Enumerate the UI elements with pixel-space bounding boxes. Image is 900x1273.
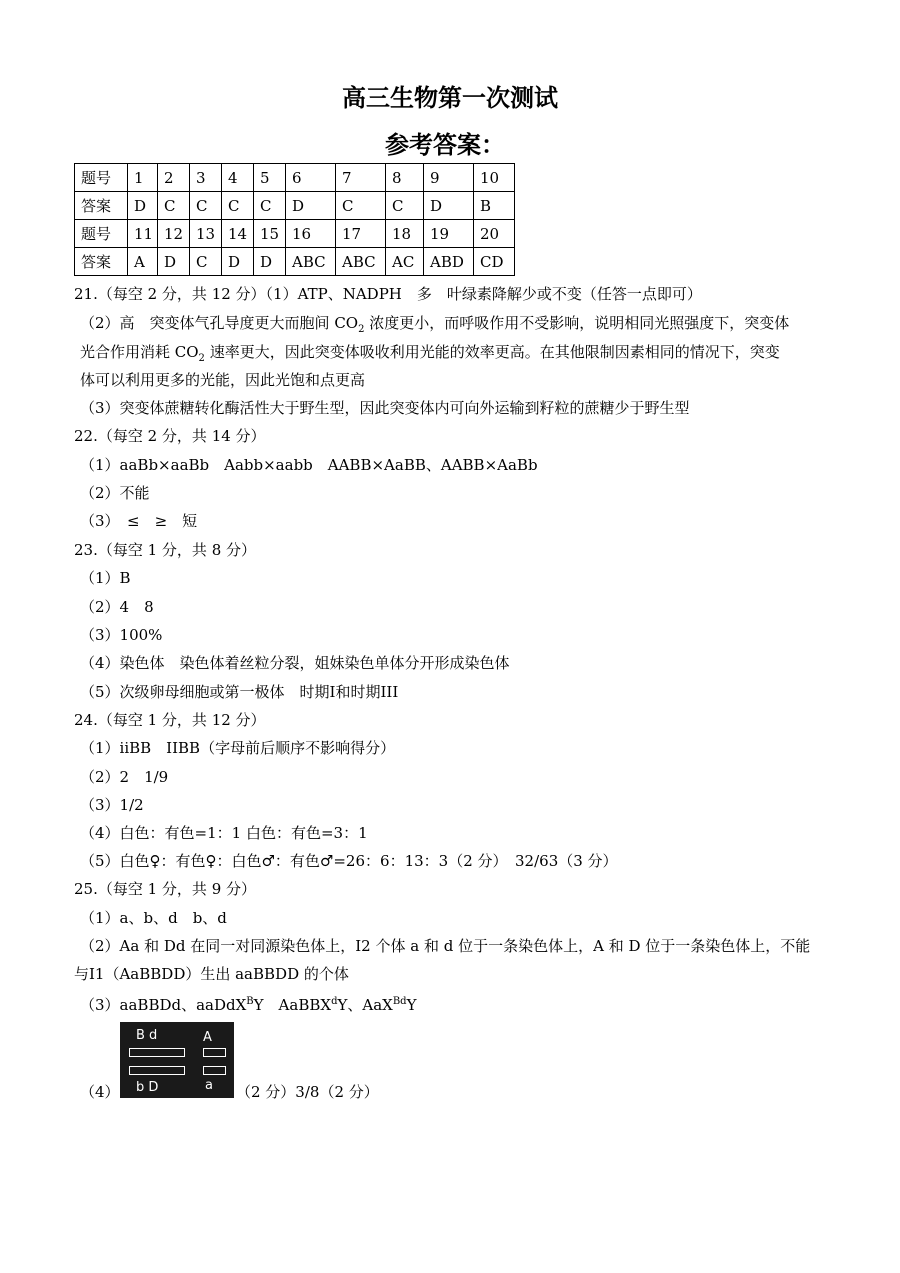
q22-part3: （3） ≤ ≥ 短 <box>80 512 198 530</box>
q24-part2: （2）2 1/9 <box>80 768 169 786</box>
q22-part1: （1）aaBb×aaBb Aabb×aabb AABB×AaBB、AABB×AaBb <box>80 456 538 474</box>
answer-table-header-cell: 题号 <box>75 164 128 192</box>
answer-table-cell: D <box>424 192 474 220</box>
answer-table-cell: C <box>386 192 424 220</box>
q24-part3: （3）1/2 <box>80 796 144 814</box>
q23-part2: （2）4 8 <box>80 598 154 616</box>
page-subtitle: 参考答案： <box>385 131 505 159</box>
answer-table-cell: 12 <box>158 220 190 248</box>
answer-table-cell: 19 <box>424 220 474 248</box>
answer-table-cell: D <box>286 192 336 220</box>
answer-table-cell: D <box>254 248 286 276</box>
q25-part4-score: （2 分）3/8（2 分） <box>236 1083 379 1101</box>
chromosome-bar-left-top <box>129 1048 185 1057</box>
answer-table-cell: CD <box>474 248 515 276</box>
chromosome-bar-right-top <box>203 1048 226 1057</box>
answer-table <box>74 163 515 276</box>
answer-table-cell: D <box>158 248 190 276</box>
answer-table-row <box>75 192 515 220</box>
answer-table-header-cell: 答案 <box>75 248 128 276</box>
chromosome-bar-right-bottom <box>203 1066 226 1075</box>
q23-part1: （1）B <box>80 569 131 587</box>
answer-table-cell: A <box>128 248 158 276</box>
answer-table-cell: 1 <box>128 164 158 192</box>
q21-heading: 21.（每空 2 分，共 12 分）（1）ATP、NADPH 多 叶绿素降解少或不变（任答一点即可） <box>74 285 702 303</box>
q22-part2: （2）不能 <box>80 484 150 502</box>
answer-table-cell: 6 <box>286 164 336 192</box>
answer-table-cell: 3 <box>190 164 222 192</box>
answer-table-row <box>75 248 515 276</box>
q25-part4-label: （4） <box>80 1083 120 1101</box>
answer-table-cell: 18 <box>386 220 424 248</box>
answer-table-cell: C <box>158 192 190 220</box>
answer-table-cell: B <box>474 192 515 220</box>
chromosome-bar-left-bottom <box>129 1066 185 1075</box>
answer-table-cell: 2 <box>158 164 190 192</box>
answer-table-header-cell: 题号 <box>75 220 128 248</box>
diagram-label-bottom-right: a <box>205 1078 213 1093</box>
answer-table-cell: D <box>222 248 254 276</box>
q23-part4: （4）染色体 染色体着丝粒分裂，姐妹染色单体分开形成染色体 <box>80 654 510 672</box>
answer-table-header-cell: 答案 <box>75 192 128 220</box>
q25-part1: （1）a、b、d b、d <box>80 909 227 927</box>
q21-part2-line1: （2）高 突变体气孔导度更大而胞间 $CO_2$ 浓度更小，而呼吸作用不受影响，说明相同光照强度下，突变体 <box>80 314 790 335</box>
answer-table-cell: 14 <box>222 220 254 248</box>
q22-heading: 22.（每空 2 分，共 14 分） <box>74 427 266 445</box>
answer-table-cell: C <box>222 192 254 220</box>
answer-table-cell: 7 <box>336 164 386 192</box>
q21-part3: （3）突变体蔗糖转化酶活性大于野生型，因此突变体内可向外运输到籽粒的蔗糖少于野生型 <box>80 399 690 417</box>
answer-table-cell: 20 <box>474 220 515 248</box>
page-title: 高三生物第一次测试 <box>342 84 558 112</box>
q25-part3: （3）aaBBDd、aaDdX$^B$Y AaBBX$^d$Y、AaX$^{Bd}$Y <box>80 996 417 1014</box>
diagram-label-bottom-left: b D <box>136 1080 159 1095</box>
answer-table-cell: ABC <box>336 248 386 276</box>
q23-heading: 23.（每空 1 分，共 8 分） <box>74 541 257 559</box>
answer-table-cell: 13 <box>190 220 222 248</box>
answer-table-cell: 15 <box>254 220 286 248</box>
q25-heading: 25.（每空 1 分，共 9 分） <box>74 880 257 898</box>
answer-table-cell: AC <box>386 248 424 276</box>
answer-table-cell: 8 <box>386 164 424 192</box>
answer-table-cell: ABC <box>286 248 336 276</box>
answer-table-cell: 4 <box>222 164 254 192</box>
answer-table-cell: C <box>190 192 222 220</box>
chromosome-diagram <box>120 1022 234 1098</box>
q21-part2-line2: 光合作用消耗 $CO_2$ 速率更大，因此突变体吸收利用光能的效率更高。在其他限制因素相同的情况下，突变 <box>80 343 780 364</box>
answer-table-cell: D <box>128 192 158 220</box>
q21-part2-line3: 体可以利用更多的光能，因此光饱和点更高 <box>80 371 366 389</box>
answer-table-cell: 10 <box>474 164 515 192</box>
diagram-label-top-right: A <box>203 1030 212 1045</box>
q24-part1: （1）iiBB IIBB（字母前后顺序不影响得分） <box>80 739 396 757</box>
answer-table-row <box>75 220 515 248</box>
answer-table-cell: 9 <box>424 164 474 192</box>
q24-heading: 24.（每空 1 分，共 12 分） <box>74 711 266 729</box>
diagram-label-top-left: B d <box>136 1028 158 1043</box>
answer-table-cell: 17 <box>336 220 386 248</box>
q24-part5: （5）白色♀：有色♀：白色♂：有色♂=26：6：13：3（2 分） 32/63（3 分） <box>80 852 618 870</box>
q25-part2-line2: 与I1（AaBBDD）生出 aaBBDD 的个体 <box>74 965 349 983</box>
answer-table-cell: 16 <box>286 220 336 248</box>
q25-part2-line1: （2）Aa 和 Dd 在同一对同源染色体上，I2 个体 a 和 d 位于一条染色体上，A 和 D 位于一条染色体上，不能 <box>80 937 811 955</box>
answer-table-cell: C <box>190 248 222 276</box>
q23-part3: （3）100% <box>80 626 163 644</box>
answer-table-cell: 11 <box>128 220 158 248</box>
answer-table-cell: C <box>336 192 386 220</box>
q23-part5: （5）次级卵母细胞或第一极体 时期I和时期III <box>80 683 399 701</box>
answer-table-cell: 5 <box>254 164 286 192</box>
answer-table-row <box>75 164 515 192</box>
answer-table-cell: C <box>254 192 286 220</box>
answer-table-cell: ABD <box>424 248 474 276</box>
q24-part4: （4）白色：有色=1：1 白色：有色=3：1 <box>80 824 368 842</box>
